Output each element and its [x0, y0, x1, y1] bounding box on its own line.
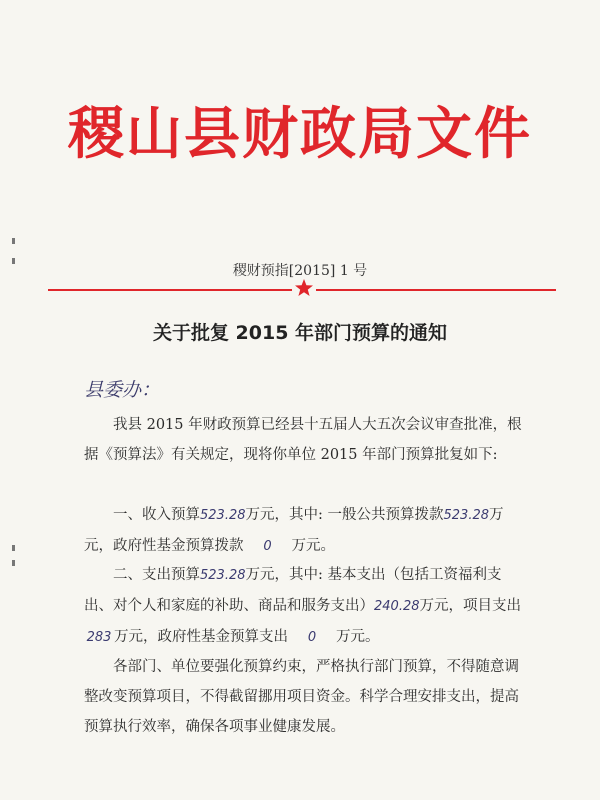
income-text-4: 万元。 — [291, 538, 335, 554]
income-text-1: 一、收入预算 — [113, 507, 200, 523]
paragraph-requirements-text: 各部门、单位要强化预算约束，严格执行部门预算，不得随意调整改变预算项目，不得截留挪用项目资金。科学合理安排支出，提高预算执行效率，确保各项事业健康发展。 — [84, 659, 519, 735]
income-text-3: 万元，政府性基金预算拨款 — [84, 507, 504, 554]
expense-text-1: 二、支出预算 — [113, 567, 200, 583]
red-divider-right — [316, 289, 556, 291]
notice-title: 关于批复 2015 年部门预算的通知 — [152, 322, 448, 344]
expense-total-handwritten: 523.28 — [200, 568, 246, 583]
paragraph-requirements — [84, 652, 524, 742]
expense-text-5: 万元。 — [336, 629, 380, 645]
addressee-handwritten: 县委办： — [84, 379, 161, 401]
red-divider-left — [48, 289, 292, 291]
income-fund-handwritten: 0 — [263, 539, 272, 554]
expense-text-4: 万元，政府性基金预算支出 — [114, 629, 288, 645]
paragraph-expense — [84, 560, 524, 653]
paragraph-income — [84, 500, 524, 562]
income-total-handwritten: 523.28 — [200, 508, 246, 523]
expense-project-handwritten: 283 — [86, 630, 112, 645]
document-number: 稷财预指[2015] 1 号 — [232, 263, 368, 279]
binding-mark — [12, 545, 15, 551]
expense-text-2: 万元，其中: 基本支出（包括工资福利支出、对个人和家庭的补助、商品和服务支出） — [84, 567, 502, 614]
expense-basic-handwritten: 240.28 — [374, 599, 420, 614]
binding-mark — [12, 258, 15, 264]
expense-text-3: 万元，项目支出 — [419, 598, 521, 614]
paragraph-intro — [84, 410, 524, 470]
income-general-handwritten: 523.28 — [443, 508, 489, 523]
binding-mark — [12, 560, 15, 566]
binding-mark — [12, 238, 15, 244]
paragraph-intro-text: 我县 2015 年财政预算已经县十五届人大五次会议审查批准，根据《预算法》有关规定，现将你单位 2015 年部门预算批复如下: — [84, 417, 522, 463]
star-icon — [294, 278, 314, 298]
income-text-2: 万元，其中: 一般公共预算拨款 — [245, 507, 444, 523]
expense-fund-handwritten: 0 — [307, 630, 317, 645]
document-header-title: 稷山县财政局文件 — [68, 101, 532, 167]
